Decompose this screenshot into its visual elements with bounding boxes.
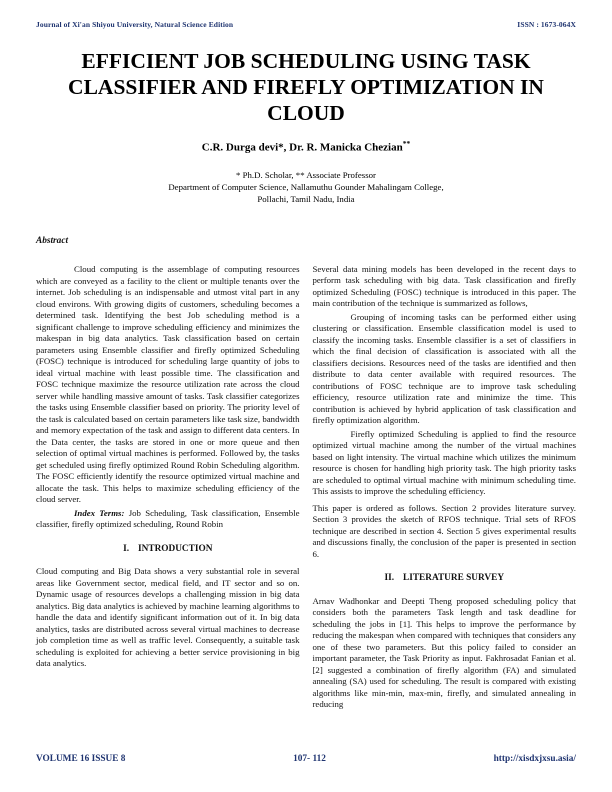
firefly-paragraph: Firefly optimized Scheduling is applied to find the resource optimized virtual machine among the number of the virtual machines based on light intensity. The virtual machine which utilizes the minimum resource is chosen for handling high priority task. The high priority tasks are scheduled to optimal virtual machine with minimum scheduling time. This assists to improve the scheduling efficiency. xyxy=(312,428,576,497)
left-column xyxy=(36,236,300,711)
issn: ISSN : 1673-064X xyxy=(517,20,576,29)
paper-title-line-3: CLOUD xyxy=(267,101,345,125)
volume-issue: VOLUME 16 ISSUE 8 xyxy=(36,754,126,764)
running-footer xyxy=(36,754,576,764)
abstract-paragraph: Cloud computing is the assemblage of computing resources which are conveyed as a facility to the client or multiple tenants over the internet. Job scheduling is an indispensable and utmost vital part in any cloud environs. With growing digits of customers, scheduling becomes a determined task. Identifying the best Job scheduling method is a significant challenge to improve scheduling efficiency and minimizes the makespan in big data analytics. Task classification based on certain parameters using Ensemble classifier and firefly optimized Scheduling (FOSC) technique is introduced for scheduling large quantity of jobs to ideal virtual machine with least possible time. The classification and FOSC technique maximize the resource utilization rate across the cloud server while handling massive amount of tasks. Task classifier categorizes the tasks using Ensemble classifier based on priority. The priority level of the task is calculated based on certain parameters like task size, bandwidth and memory expectation of the task and assign to different data centers. In the Data center, the tasks are stored in one or more queue and then selection of optimal virtual machines is performed. Followed by, the tasks get scheduled using firefly optimized Round Robin Scheduling algorithm. The FOSC efficiently identify the resource optimized virtual machine and allocate the task. This helps to maximize scheduling efficiency of the cloud server. xyxy=(36,264,300,505)
literature-survey-paragraph: Arnav Wadhonkar and Deepti Theng proposed scheduling policy that considers both the parameters Task length and task deadline for scheduling the jobs in [1]. This helps to improve the performance by reducing the makespan when compared with techniques that considers any one of these two parameters. But this policy failed to consider an important parameter, the Task Priority as input. Fakhrosadat Fanian et al. [2] suggested a combination of firefly algorithm (FA) and simulated annealing (SA) used for scheduling. The result is compared with existing algorithms like min-min, max-min, firefly, and simulated annealing in reducing xyxy=(312,595,576,710)
two-column-body xyxy=(0,236,612,711)
right-column xyxy=(313,236,577,711)
contribution-overview-paragraph: Several data mining models has been developed in the recent days to perform task scheduling with big data. Task classification and firefly optimized Scheduling (FOSC) technique is introduced in this paper. The main contribution of the technique is summarized as follows, xyxy=(312,263,576,309)
journal-url: http://xisdxjxsu.asia/ xyxy=(493,754,576,764)
affiliation-block xyxy=(42,169,570,205)
section-title: INTRODUCTION xyxy=(138,543,213,554)
running-header xyxy=(36,20,576,29)
section-number: I. xyxy=(123,543,130,554)
introduction-paragraph: Cloud computing and Big Data shows a very substantial role in several areas like Government sector, medical field, and IT sector and so on. Dynamic usage of resources develops a challenging mission in big data analytics. Big data analytics is achieved by machine learning algorithms to handle the data and identify significant information out of it. In big data analytics, tasks are distributed across several virtual machines to decrease job completion time as well as traffic level. Consequently, a suitable task scheduling is exploited for achieving a better service provisioning in big data analytics. xyxy=(36,566,300,669)
paper-title-line-2: CLASSIFIER AND FIREFLY OPTIMIZATION IN xyxy=(68,75,544,99)
affiliation-line-1: * Ph.D. Scholar, ** Associate Professor xyxy=(236,169,376,180)
page-range: 107- 112 xyxy=(293,754,326,764)
authors-line xyxy=(42,139,570,154)
section-number: II. xyxy=(384,573,395,584)
affiliation-line-2: Department of Computer Science, Nallamuthu Gounder Mahalingam College, xyxy=(168,181,444,192)
author-names: C.R. Durga devi*, Dr. R. Manicka Chezian xyxy=(201,141,403,154)
paper-order-paragraph: This paper is ordered as follows. Section 2 provides literature survey. Section 3 provides the sketch of RFOS technique. Trial sets of RFOS technique are described in section 4. Section 5 gives experimental results and discussions finally, the conclusion of the paper is presented in section 6. xyxy=(312,502,576,559)
section-heading-introduction xyxy=(36,544,300,556)
section-heading-literature-survey xyxy=(313,573,577,585)
paper-title-line-1: EFFICIENT JOB SCHEDULING USING TASK xyxy=(81,49,531,73)
affiliation-line-3: Pollachi, Tamil Nadu, India xyxy=(257,193,355,204)
index-terms xyxy=(36,508,300,531)
index-terms-text: Job Scheduling, Task classification, Ensemble classifier, firefly optimized scheduling, Round Robin xyxy=(36,507,300,530)
author-superscript: ** xyxy=(402,139,411,148)
abstract-heading: Abstract xyxy=(36,235,69,246)
journal-name: Journal of Xi'an Shiyou University, Natural Science Edition xyxy=(36,20,234,29)
title-block xyxy=(0,0,612,205)
section-title: LITERATURE SURVEY xyxy=(403,573,505,584)
index-terms-label: Index Terms: xyxy=(74,507,125,518)
grouping-paragraph: Grouping of incoming tasks can be performed either using clustering or classification. Ensemble classification model is used to classify the incoming tasks. Ensemble classifier is a set of classifiers in which the final decision of classification is associated with all the classifiers decisions. Resources need of the tasks are identified and then distribute to data center available with required resources. The contributions of FOSC technique are to improve task scheduling efficiency, resource utilization rate and minimize the time. This contribution is achieved by hybrid application of task classification and firefly optimization algorithm. xyxy=(312,311,576,426)
